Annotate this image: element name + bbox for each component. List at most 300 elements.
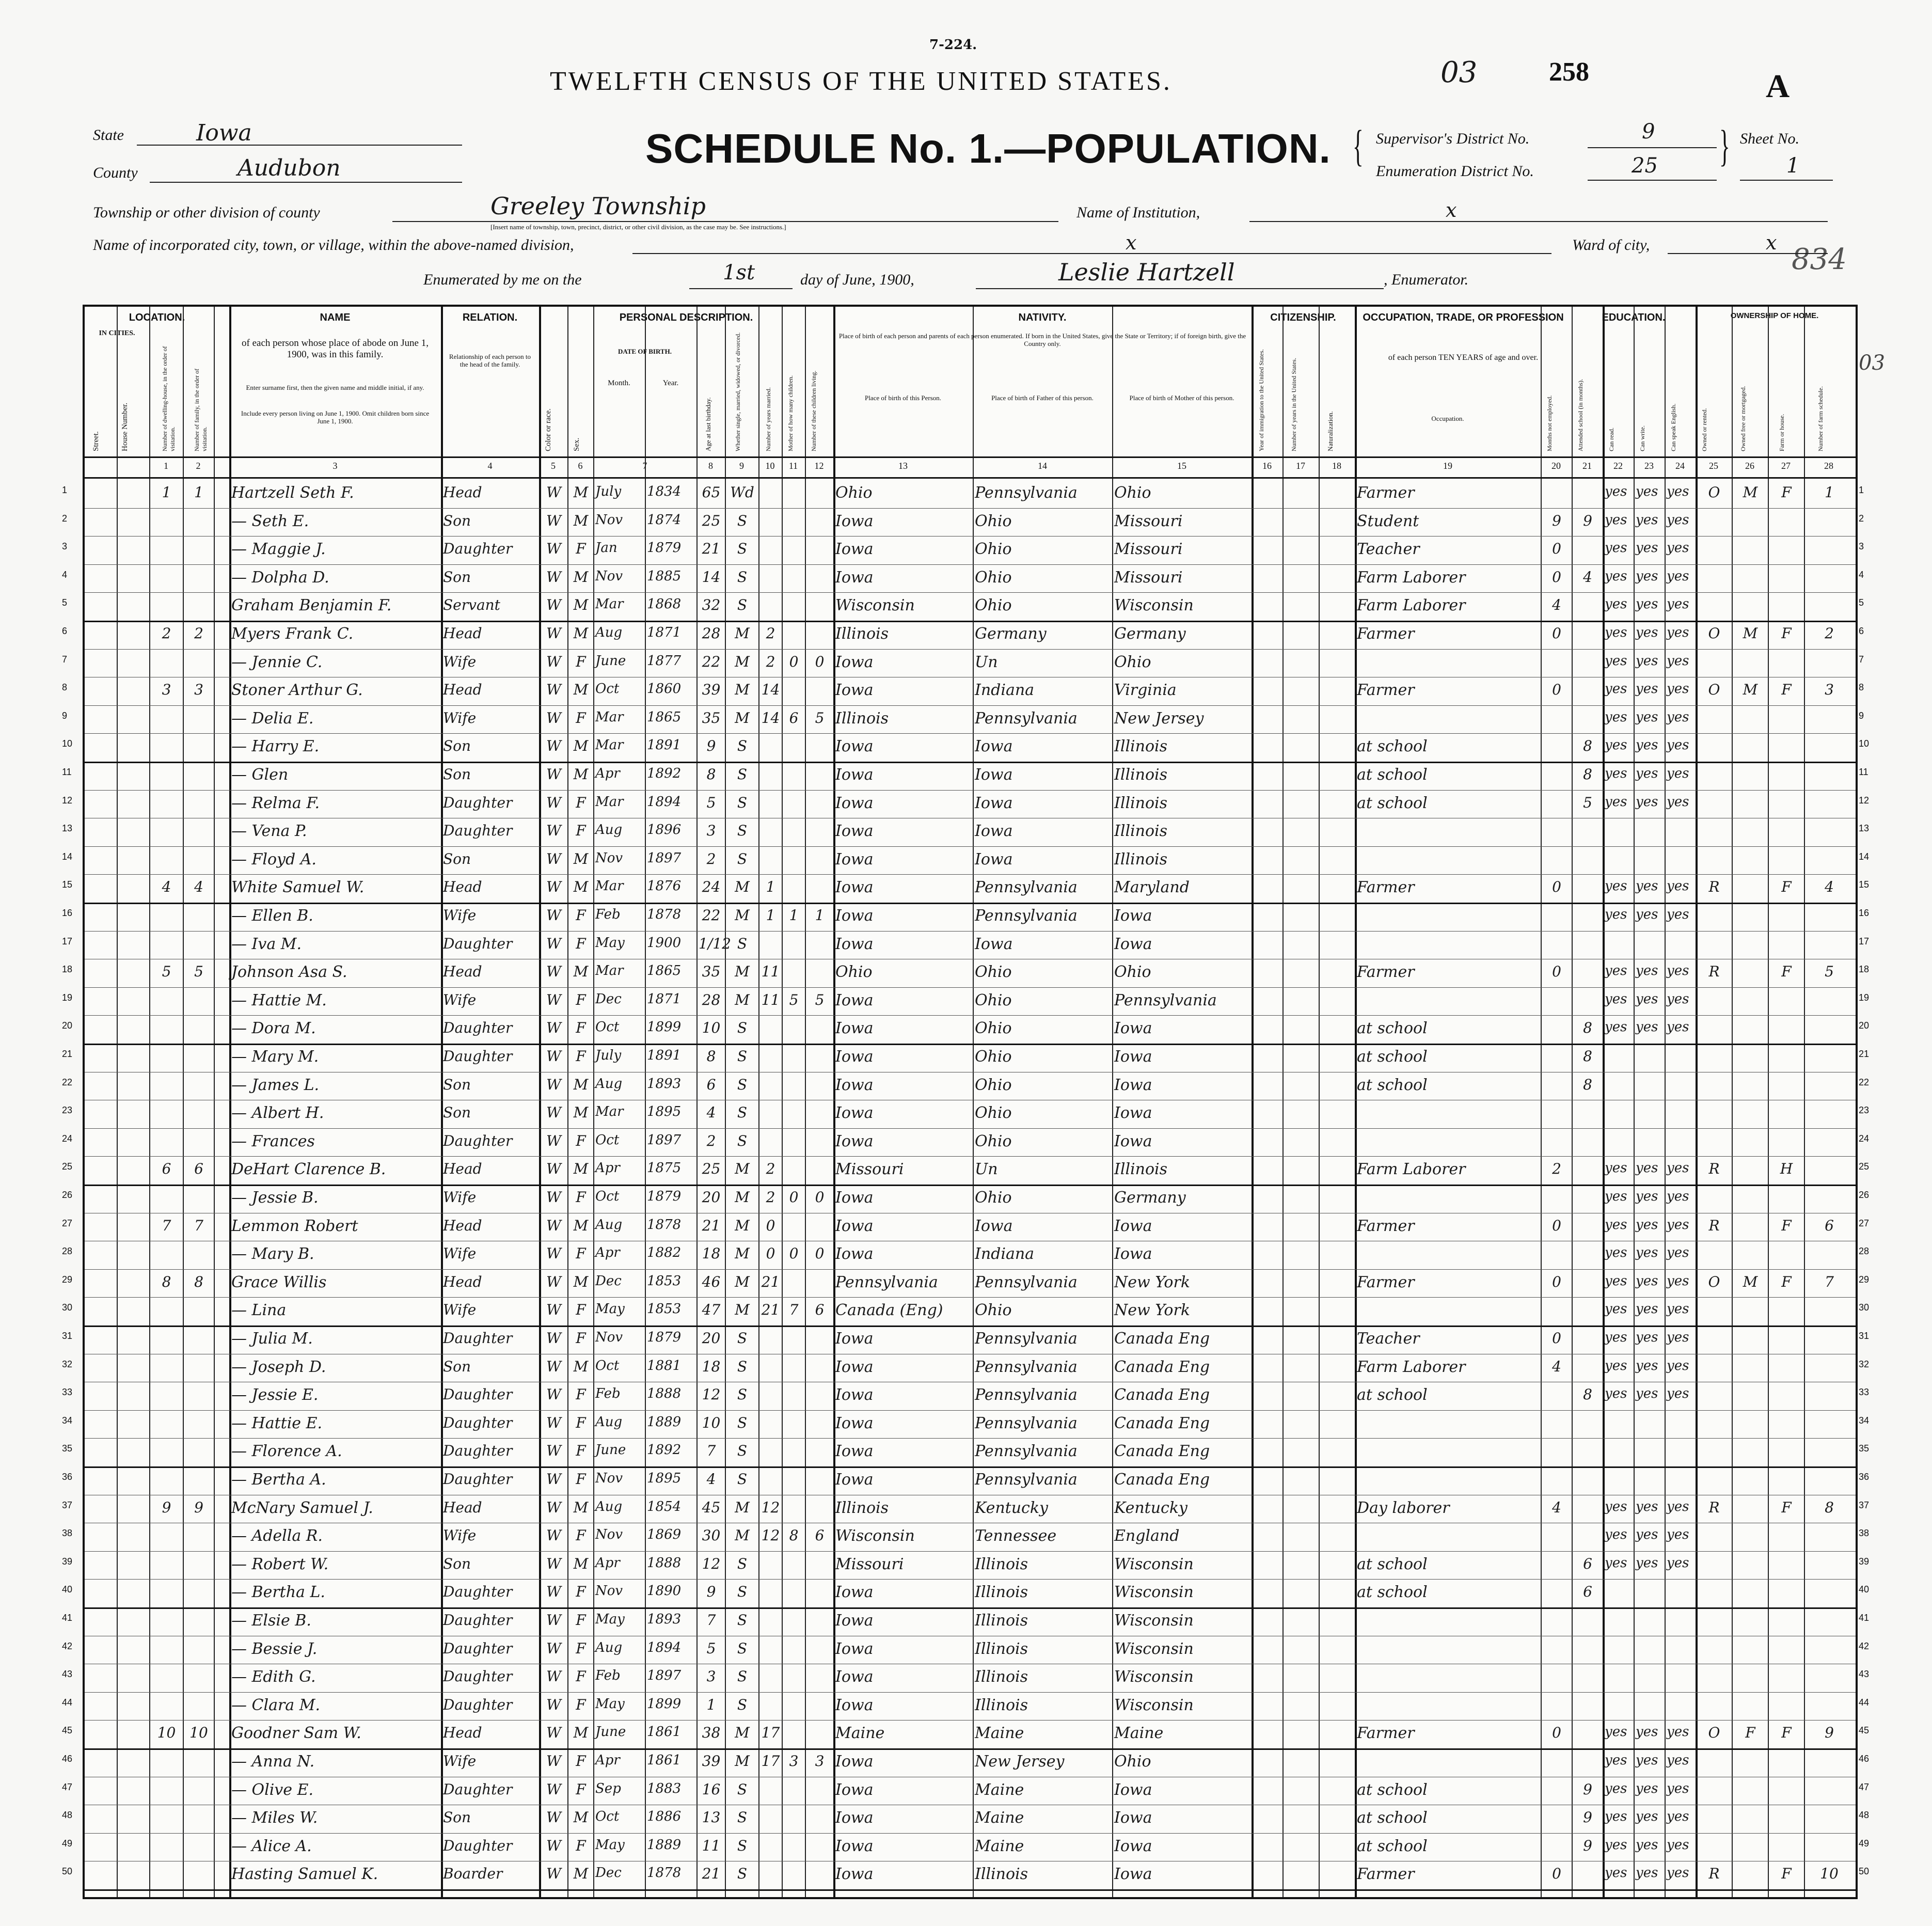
cell-mar: M (735, 709, 750, 727)
cell-ym: 2 (766, 1189, 775, 1206)
cell-mar: S (737, 1019, 748, 1037)
column-number: 13 (898, 461, 908, 471)
cell-mar: M (735, 1189, 750, 1206)
cell-mon: July (595, 1048, 622, 1063)
cell-mon: Aug (595, 1217, 623, 1233)
cell-yr: 1874 (647, 512, 682, 528)
cell-rel: Wife (443, 653, 477, 670)
cell-fh: F (1781, 1273, 1792, 1290)
cell-bf: Iowa (975, 766, 1013, 784)
cell-occ: at school (1357, 1019, 1428, 1038)
cell-bp: Wisconsin (835, 1527, 915, 1545)
column-number: 2 (196, 461, 201, 471)
cell-sex: F (576, 907, 586, 924)
row-number: 16 (1859, 908, 1870, 918)
cell-bf: Illinois (975, 1865, 1028, 1884)
cell-name: — Delia E. (231, 709, 314, 728)
section-personal-description: PERSONAL DESCRIPTION. (619, 312, 753, 323)
column-rule (593, 307, 594, 1897)
row-number: 44 (1859, 1697, 1870, 1708)
cell-sex: M (573, 1273, 589, 1290)
cell-fs: 6 (1825, 1217, 1834, 1234)
row-number: 33 (62, 1387, 73, 1398)
cell-mu: 0 (1552, 540, 1561, 558)
cell-yr: 1879 (647, 540, 682, 556)
column-number: 16 (1262, 461, 1272, 471)
cell-bm: Ohio (1114, 484, 1151, 502)
cell-sex: F (576, 1442, 586, 1460)
cell-wr: yes (1636, 568, 1658, 584)
cell-fs: 9 (1825, 1724, 1834, 1742)
cell-name: — Iva M. (231, 935, 302, 953)
row-rule (85, 1607, 1856, 1609)
cell-bm: Iowa (1114, 1217, 1152, 1235)
cell-bf: Indiana (975, 1245, 1035, 1264)
cell-bm: Virginia (1114, 681, 1177, 700)
cell-yr: 1890 (647, 1583, 682, 1599)
cell-bm: Maryland (1114, 878, 1190, 897)
cell-bf: Pennsylvania (975, 1414, 1078, 1432)
cell-mon: May (595, 1837, 625, 1853)
cell-ch: 0 (815, 1189, 825, 1206)
cell-age: 65 (702, 484, 721, 501)
cell-ym: 12 (761, 1527, 780, 1544)
cell-name: — Hattie E. (231, 1414, 323, 1432)
column-rule (214, 307, 215, 1897)
row-number: 43 (62, 1669, 73, 1680)
row-rule (85, 1692, 1856, 1693)
cell-mu: 2 (1552, 1160, 1561, 1178)
cell-age: 1/12 (699, 935, 731, 952)
enumerated-middle: day of June, 1900, (800, 271, 914, 288)
cell-age: 18 (702, 1245, 721, 1262)
cell-ym: 2 (766, 653, 775, 670)
column-number: 10 (765, 461, 775, 471)
cell-sex: M (573, 1865, 589, 1883)
row-number: 25 (1859, 1161, 1870, 1172)
cell-rd: yes (1605, 681, 1627, 697)
cell-rel: Daughter (443, 1780, 513, 1798)
cell-ym: 21 (761, 1273, 780, 1290)
cell-occ: at school (1357, 1780, 1428, 1799)
cell-wr: yes (1636, 625, 1658, 640)
cell-color: W (546, 1865, 561, 1883)
cell-rel: Head (443, 625, 482, 642)
cell-rel: Wife (443, 1527, 477, 1544)
column-number: 9 (739, 461, 744, 471)
cell-occ: Farmer (1357, 1865, 1415, 1884)
cell-bf: Pennsylvania (975, 878, 1078, 897)
row-number: 2 (62, 513, 68, 524)
cell-yr: 1878 (647, 907, 682, 922)
cell-bm: Ohio (1114, 1753, 1151, 1771)
cell-sch: 8 (1583, 1076, 1592, 1093)
cell-mar: M (735, 1527, 750, 1544)
row-number: 37 (1859, 1499, 1870, 1510)
cell-bm: Iowa (1114, 1837, 1152, 1855)
row-rule (85, 762, 1856, 763)
cell-occ: at school (1357, 766, 1428, 784)
cell-occ: Teacher (1357, 540, 1420, 559)
cell-bm: Pennsylvania (1114, 991, 1217, 1009)
supervisor-label: Supervisor's District No. (1376, 130, 1530, 147)
cell-bm: Wisconsin (1114, 596, 1194, 615)
cell-bp: Pennsylvania (835, 1273, 938, 1291)
cell-en: yes (1667, 1189, 1689, 1204)
cell-color: W (546, 963, 561, 981)
cell-bf: Un (975, 653, 998, 671)
cell-bp: Ohio (835, 484, 873, 502)
cell-wr: yes (1636, 1837, 1658, 1853)
cell-fam: 8 (194, 1273, 203, 1290)
cell-sex: F (576, 1780, 586, 1798)
cell-occ: Farm Laborer (1357, 568, 1466, 587)
row-number: 38 (1859, 1528, 1870, 1539)
cell-color: W (546, 1076, 561, 1093)
cell-wr: yes (1636, 1498, 1658, 1514)
cell-fh: F (1781, 878, 1792, 896)
cell-own: O (1708, 484, 1720, 501)
row-number: 46 (62, 1754, 73, 1764)
cell-age: 5 (706, 794, 716, 811)
cell-en: yes (1667, 991, 1689, 1007)
cell-wr: yes (1636, 1386, 1658, 1402)
cell-rel: Daughter (443, 1696, 513, 1713)
cell-mon: Mar (595, 794, 624, 810)
row-number: 20 (1859, 1020, 1870, 1031)
cell-age: 3 (706, 1668, 716, 1685)
cell-mar: M (735, 1217, 750, 1234)
cell-bf: Illinois (975, 1696, 1028, 1714)
cell-color: W (546, 822, 561, 840)
cell-rd: yes (1605, 907, 1627, 922)
cell-bm: Iowa (1114, 1104, 1152, 1123)
cell-mar: S (737, 1104, 748, 1122)
cell-name: — Florence A. (231, 1442, 342, 1461)
cell-sex: F (576, 1527, 586, 1544)
cell-dw: 2 (162, 625, 171, 642)
institution-label: Name of Institution, (1076, 204, 1200, 221)
cell-bf: Ohio (975, 568, 1012, 587)
cell-bm: Illinois (1114, 794, 1168, 812)
cell-age: 47 (702, 1301, 721, 1319)
cell-rel: Wife (443, 991, 477, 1008)
row-number: 23 (62, 1105, 73, 1116)
cell-occ: at school (1357, 1386, 1428, 1404)
cell-bm: New York (1114, 1273, 1190, 1291)
cell-wr: yes (1636, 766, 1658, 781)
township-value: Greeley Township (490, 192, 706, 220)
cell-mar: S (737, 1132, 748, 1149)
cell-rel: Head (443, 1217, 482, 1234)
header-sex: Sex. (573, 437, 581, 451)
cell-en: yes (1667, 1809, 1689, 1825)
cell-ym: 17 (761, 1724, 780, 1742)
cell-yr: 1891 (647, 737, 682, 753)
cell-bp: Iowa (835, 794, 874, 812)
sheet-value: 1 (1786, 154, 1800, 178)
cell-wr: yes (1636, 878, 1658, 894)
cell-yr: 1897 (647, 1668, 682, 1684)
row-number: 41 (62, 1613, 73, 1623)
cell-yr: 1883 (647, 1780, 682, 1796)
header-children-living: Number of these children living. (810, 370, 817, 451)
cell-bf: Illinois (975, 1555, 1028, 1573)
cell-rel: Head (443, 878, 482, 896)
cell-mar: S (737, 1330, 748, 1347)
cell-yr: 1891 (647, 1048, 682, 1063)
row-number: 26 (1859, 1190, 1870, 1200)
cell-own: R (1708, 878, 1720, 896)
cell-sch: 9 (1583, 1780, 1592, 1798)
population-table (83, 305, 1858, 1899)
cell-bf: Ohio (975, 540, 1012, 559)
cell-color: W (546, 794, 561, 811)
sheet-label: Sheet No. (1740, 130, 1799, 147)
row-number: 13 (1859, 823, 1870, 834)
cell-rd: yes (1605, 625, 1627, 640)
cell-mon: Sep (595, 1780, 621, 1796)
cell-sex: F (576, 1583, 586, 1601)
header-name-instr2: Include every person living on June 1, 1900. Omit children born since June 1, 1900. (241, 409, 430, 425)
section-in-cities: IN CITIES. (99, 329, 135, 337)
cell-own: O (1708, 1724, 1720, 1742)
cell-en: yes (1667, 794, 1689, 810)
state-underline (137, 145, 462, 146)
row-rule (85, 931, 1856, 932)
cell-wr: yes (1636, 1245, 1658, 1261)
cell-sex: M (573, 484, 589, 501)
row-number: 30 (62, 1302, 73, 1313)
row-number: 16 (62, 908, 73, 918)
cell-occ: Student (1357, 512, 1419, 530)
cell-name: — Elsie B. (231, 1612, 311, 1630)
cell-bm: Wisconsin (1114, 1555, 1194, 1573)
cell-bf: Kentucky (975, 1498, 1048, 1517)
cell-rel: Head (443, 484, 482, 501)
cell-sex: M (573, 878, 589, 896)
cell-name: — Dolpha D. (231, 568, 329, 587)
cell-wr: yes (1636, 1217, 1658, 1233)
cell-color: W (546, 1442, 561, 1460)
city-label: Name of incorporated city, town, or village, within the above-named division, (93, 236, 574, 254)
cell-sch: 8 (1583, 737, 1592, 755)
cell-mu: 0 (1552, 625, 1561, 642)
county-label: County (93, 164, 138, 181)
row-rule (85, 1438, 1856, 1439)
row-rule (85, 733, 1856, 734)
cell-sex: F (576, 709, 586, 727)
row-rule (85, 705, 1856, 706)
cell-rd: yes (1605, 1330, 1627, 1345)
cell-en: yes (1667, 596, 1689, 612)
cell-bp: Iowa (835, 1217, 874, 1235)
row-number: 5 (1859, 597, 1864, 608)
header-immigration-year: Year of immigration to the United States. (1258, 349, 1265, 451)
row-rule (85, 1269, 1856, 1270)
cell-mo: 8 (789, 1527, 799, 1544)
cell-sex: M (573, 766, 589, 783)
row-number: 31 (1859, 1331, 1870, 1341)
column-number: 12 (814, 461, 824, 471)
ward-label: Ward of city, (1572, 236, 1650, 254)
cell-name: — Alice A. (231, 1837, 312, 1855)
cell-name: White Samuel W. (231, 878, 365, 897)
row-rule (85, 1128, 1856, 1129)
cell-yr: 1896 (647, 822, 682, 838)
enum-district-label: Enumeration District No. (1376, 163, 1534, 180)
cell-age: 25 (702, 1160, 721, 1178)
cell-wr: yes (1636, 540, 1658, 556)
cell-fs: 1 (1825, 484, 1834, 501)
cell-rel: Wife (443, 1301, 477, 1319)
cell-sex: M (573, 1217, 589, 1234)
cell-bf: Ohio (975, 512, 1012, 530)
row-number: 18 (62, 964, 73, 975)
cell-own: R (1708, 963, 1720, 981)
cell-rel: Daughter (443, 540, 513, 558)
cell-age: 22 (702, 653, 721, 670)
cell-en: yes (1667, 1160, 1689, 1176)
cell-rel: Daughter (443, 1442, 513, 1460)
cell-name: — Glen (231, 766, 289, 784)
cell-mon: Apr (595, 1555, 620, 1571)
cell-rd: yes (1605, 1245, 1627, 1261)
column-number: 7 (642, 461, 647, 471)
cell-sex: F (576, 1132, 586, 1149)
cell-name: — Jessie E. (231, 1386, 319, 1404)
cell-yr: 1865 (647, 709, 682, 725)
cell-fs: 10 (1820, 1865, 1839, 1883)
cell-mo: 0 (789, 653, 799, 670)
cell-dw: 4 (162, 878, 171, 896)
cell-bp: Iowa (835, 1076, 874, 1094)
section-nativity: NATIVITY. (1018, 312, 1067, 323)
cell-rd: yes (1605, 1555, 1627, 1571)
cell-own: R (1708, 1498, 1720, 1516)
cell-dw: 1 (162, 484, 171, 501)
row-number: 40 (1859, 1584, 1870, 1595)
cell-bm: England (1114, 1527, 1180, 1545)
cell-name: — Relma F. (231, 794, 320, 812)
row-number: 41 (1859, 1613, 1870, 1623)
cell-bp: Iowa (835, 1753, 874, 1771)
cell-rel: Wife (443, 907, 477, 924)
cell-yr: 1894 (647, 1639, 682, 1655)
cell-bm: Canada Eng (1114, 1357, 1210, 1376)
cell-dw: 7 (162, 1217, 171, 1234)
cell-mar: M (735, 907, 750, 924)
cell-sex: F (576, 1668, 586, 1685)
cell-color: W (546, 1414, 561, 1431)
cell-mar: M (735, 681, 750, 699)
cell-age: 9 (706, 1583, 716, 1601)
cell-en: yes (1667, 1273, 1689, 1289)
corner-mark: 03 (1440, 56, 1478, 89)
header-name-desc: of each person whose place of abode on June 1, 1900, was in this family. (242, 338, 429, 360)
institution-underline (1249, 221, 1828, 222)
cell-name: — Edith G. (231, 1668, 316, 1686)
cell-rel: Head (443, 1498, 482, 1516)
cell-ch: 3 (815, 1753, 825, 1770)
cell-color: W (546, 1639, 561, 1657)
row-number: 11 (62, 767, 72, 777)
cell-bm: Illinois (1114, 822, 1168, 841)
column-number: 17 (1296, 461, 1305, 471)
cell-age: 4 (706, 1471, 716, 1488)
cell-fh: H (1780, 1160, 1793, 1178)
cell-mo: 7 (789, 1301, 799, 1319)
header-attended-school: Attended school (in months). (1577, 379, 1584, 451)
cell-en: yes (1667, 1498, 1689, 1514)
cell-age: 35 (702, 963, 721, 981)
cell-fs: 7 (1825, 1273, 1834, 1290)
cell-sex: M (573, 625, 589, 642)
cell-ch: 5 (815, 709, 825, 727)
cell-age: 21 (702, 1217, 721, 1234)
cell-fam: 7 (194, 1217, 203, 1234)
cell-age: 25 (702, 512, 721, 529)
row-number: 9 (62, 710, 68, 721)
cell-name: — Adella R. (231, 1527, 323, 1545)
cell-sex: M (573, 1809, 589, 1826)
row-rule (85, 1889, 1856, 1891)
header-owned-free: Owned free or mortgaged. (1739, 386, 1747, 451)
cell-bf: Illinois (975, 1668, 1028, 1686)
cell-mon: June (595, 1724, 626, 1740)
cell-mu: 0 (1552, 1217, 1561, 1234)
cell-name: — Jennie C. (231, 653, 323, 671)
cell-en: yes (1667, 878, 1689, 894)
header-rule (85, 477, 1856, 479)
cell-mar: M (735, 1273, 750, 1290)
column-number: 19 (1443, 461, 1452, 471)
cell-fh: F (1781, 681, 1792, 699)
cell-bf: Ohio (975, 596, 1012, 615)
cell-mo: 6 (789, 709, 799, 727)
cell-bf: Maine (975, 1809, 1024, 1827)
row-rule (85, 1579, 1856, 1580)
cell-age: 30 (702, 1527, 721, 1544)
cell-yr: 1894 (647, 794, 682, 810)
cell-sch: 9 (1583, 1809, 1592, 1826)
cell-mar: S (737, 1668, 748, 1685)
cell-name: Goodner Sam W. (231, 1724, 361, 1743)
cell-mar: M (735, 991, 750, 1008)
cell-mar: S (737, 1386, 748, 1403)
cell-bm: Ohio (1114, 963, 1151, 982)
cell-bm: Iowa (1114, 1780, 1152, 1799)
cell-yr: 1865 (647, 963, 682, 979)
row-number: 24 (1859, 1133, 1870, 1144)
row-number: 26 (62, 1190, 73, 1200)
cell-color: W (546, 991, 561, 1008)
cell-color: W (546, 1471, 561, 1488)
cell-mar: S (737, 1442, 748, 1460)
cell-en: yes (1667, 1330, 1689, 1345)
row-rule (85, 1748, 1856, 1750)
cell-name: — Seth E. (231, 512, 309, 530)
row-number: 1 (62, 485, 68, 495)
cell-wr: yes (1636, 1330, 1658, 1345)
cell-mon: Aug (595, 822, 623, 838)
cell-wr: yes (1636, 1809, 1658, 1825)
header-month: Month. (608, 379, 630, 387)
cell-bm: Wisconsin (1114, 1612, 1194, 1630)
header-can-write: Can write. (1639, 425, 1646, 451)
cell-bp: Iowa (835, 850, 874, 869)
section-education: EDUCATION. (1602, 312, 1666, 323)
